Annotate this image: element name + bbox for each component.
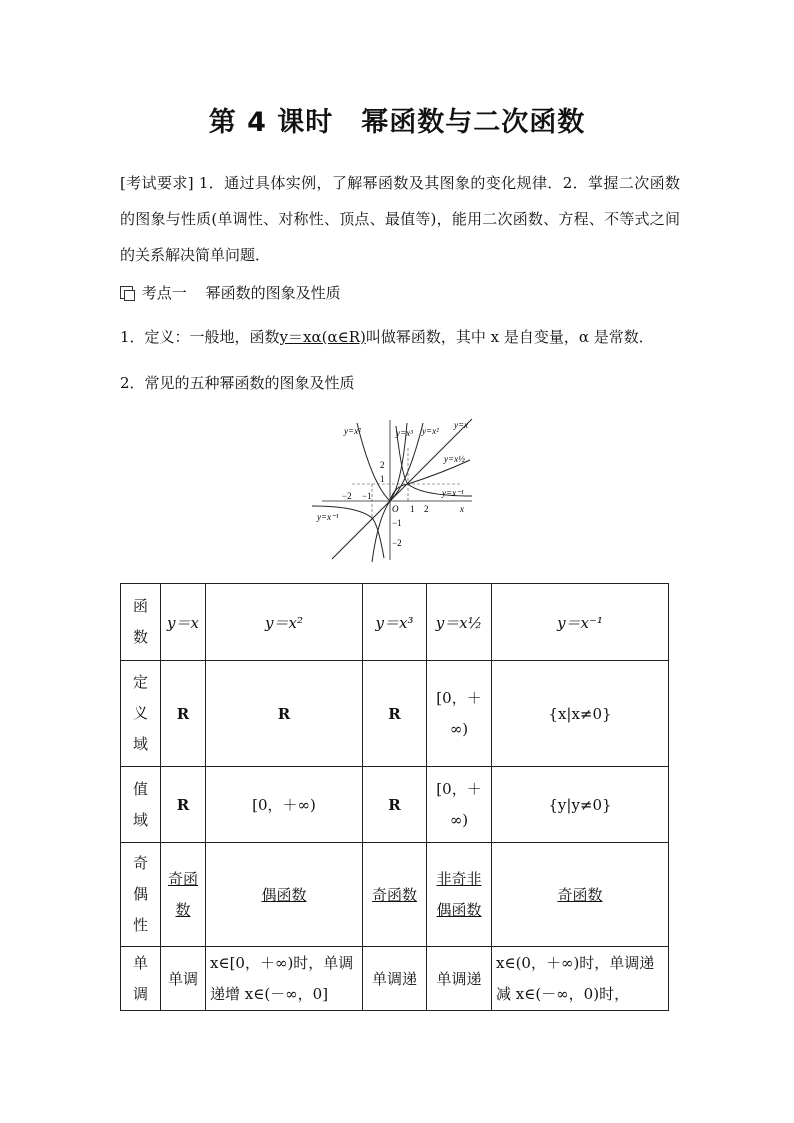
- table-cell: 非奇非偶函数: [427, 843, 492, 947]
- table-row: [121, 661, 669, 767]
- row-label: 奇 偶 性: [121, 843, 161, 947]
- tick-x-m2: −2: [342, 491, 352, 501]
- table-cell: R: [363, 661, 427, 767]
- tick-y-2: 2: [380, 460, 385, 470]
- table-cell: [0，＋∞): [427, 661, 492, 767]
- label-y-xinv-left: y=x⁻¹: [317, 512, 339, 522]
- table-cell: R: [206, 661, 363, 767]
- label-y-x3: y=x³: [396, 428, 413, 438]
- table-cell: 奇函数: [363, 843, 427, 947]
- section-title: 幂函数的图象及性质: [205, 284, 341, 302]
- power-function-table: [120, 583, 669, 1011]
- page-title: 第 4 课时 幂函数与二次函数: [208, 107, 586, 138]
- definition-suffix: 叫做幂函数，其中 x 是自变量，α 是常数．: [365, 328, 654, 346]
- section-heading: [120, 282, 341, 303]
- label-y-x2b: y=x²: [422, 426, 439, 436]
- table-row: [121, 767, 669, 843]
- power-function-graph: [312, 418, 482, 563]
- definition-line: [120, 326, 654, 347]
- header-cell: y＝x²: [206, 584, 363, 661]
- table-cell: [0，＋∞): [427, 767, 492, 843]
- table-cell: x∈(0，＋∞)时，单调递减 x∈(－∞，0)时，: [492, 947, 669, 1011]
- curve-y-x3: [372, 423, 407, 562]
- tick-x-m1: −1: [362, 491, 372, 501]
- tick-y-1: 1: [380, 474, 385, 484]
- section-icon: [120, 286, 133, 299]
- definition-prefix: 1．定义：一般地，函数: [120, 328, 280, 346]
- tick-y-m2: −2: [392, 538, 402, 548]
- label-y-xhalf: y=x½: [444, 454, 465, 464]
- header-cell: y＝x⁻¹: [492, 584, 669, 661]
- table-row: [121, 843, 669, 947]
- label-y-x2: y=x²: [344, 426, 361, 436]
- table-cell: 单调递: [363, 947, 427, 1011]
- row-label: 定 义 域: [121, 661, 161, 767]
- header-cell: y＝x³: [363, 584, 427, 661]
- label-y-xinv: y=x⁻¹: [442, 488, 464, 498]
- table-row: [121, 947, 669, 1011]
- table-cell: R: [161, 767, 206, 843]
- table-cell: 单调: [161, 947, 206, 1011]
- common-heading: 2．常见的五种幂函数的图象及性质: [120, 374, 355, 392]
- label-axis-x: x: [460, 504, 464, 514]
- requirement-text: 1．通过具体实例，了解幂函数及其图象的变化规律．2．掌握二次函数的图象与性质(单调性、对称性、顶点、最值等)，能用二次函数、方程、不等式之间的关系解决简单问题．: [120, 174, 680, 264]
- header-cell: y＝x: [161, 584, 206, 661]
- requirement-tag: [考试要求]: [120, 174, 194, 192]
- origin-label: O: [392, 504, 399, 514]
- row-label: 值 域: [121, 767, 161, 843]
- exam-requirement: [120, 165, 680, 273]
- table-cell: 偶函数: [206, 843, 363, 947]
- table-cell: R: [363, 767, 427, 843]
- table-cell: {x|x≠0}: [492, 661, 669, 767]
- tick-x-2: 2: [424, 504, 429, 514]
- section-label: 考点一: [141, 284, 187, 302]
- table-cell: [0，＋∞): [206, 767, 363, 843]
- table-cell: R: [161, 661, 206, 767]
- table-cell: 奇函数: [492, 843, 669, 947]
- table-cell: 单调递: [427, 947, 492, 1011]
- table-cell: x∈[0，＋∞)时，单调递增 x∈(－∞，0]: [206, 947, 363, 1011]
- table-cell: {y|y≠0}: [492, 767, 669, 843]
- header-label: 函 数: [121, 584, 161, 661]
- tick-y-m1: −1: [392, 518, 402, 528]
- definition-formula: y＝xα(α∈R): [279, 328, 366, 346]
- table-cell: 奇函数: [161, 843, 206, 947]
- label-y-x: y=x: [454, 420, 469, 430]
- header-cell: y＝x½: [427, 584, 492, 661]
- tick-x-1: 1: [410, 504, 415, 514]
- row-label: 单 调: [121, 947, 161, 1011]
- table-header-row: [121, 584, 669, 661]
